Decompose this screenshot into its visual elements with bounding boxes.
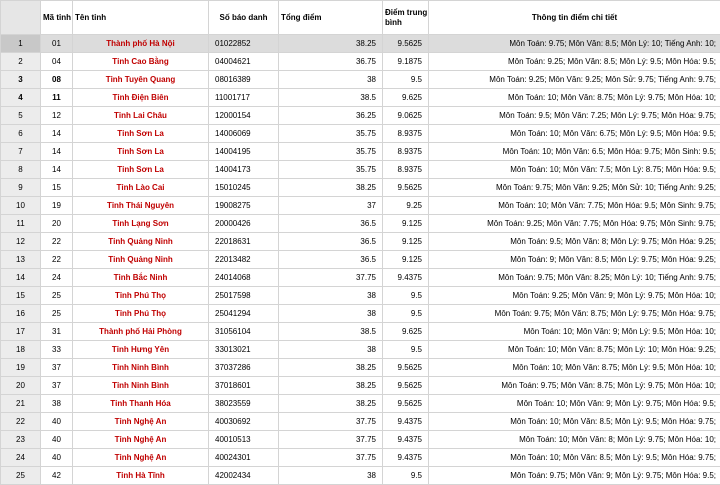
ten-tinh-cell[interactable]: Tỉnh Lào Cai xyxy=(73,179,209,197)
ten-tinh-cell[interactable]: Tỉnh Cao Bằng xyxy=(73,53,209,71)
ten-tinh-cell[interactable]: Tỉnh Phú Thọ xyxy=(73,287,209,305)
chi-tiet-cell[interactable]: Môn Toán: 10; Môn Văn: 6.5; Môn Hóa: 9.75; Môn Sinh: 9.5; xyxy=(429,143,720,161)
ma-tinh-cell[interactable]: 14 xyxy=(41,161,73,179)
ten-tinh-cell[interactable]: Tỉnh Bắc Ninh xyxy=(73,269,209,287)
row-number-cell[interactable]: 9 xyxy=(1,179,41,197)
so-bao-danh-header[interactable]: Số báo danh xyxy=(209,1,279,35)
tong-diem-cell[interactable]: 38 xyxy=(279,467,383,485)
so-bao-danh-cell[interactable]: 15010245 xyxy=(209,179,279,197)
row-number-cell[interactable]: 24 xyxy=(1,449,41,467)
ma-tinh-cell[interactable]: 40 xyxy=(41,449,73,467)
diem-trung-binh-cell[interactable]: 9.0625 xyxy=(383,107,429,125)
diem-trung-binh-cell[interactable]: 9.4375 xyxy=(383,449,429,467)
so-bao-danh-cell[interactable]: 11001717 xyxy=(209,89,279,107)
tong-diem-cell[interactable]: 36.5 xyxy=(279,233,383,251)
row-number-cell[interactable]: 20 xyxy=(1,377,41,395)
ten-tinh-cell[interactable]: Thành phố Hà Nội xyxy=(73,35,209,53)
table-row[interactable] xyxy=(1,359,720,377)
chi-tiet-cell[interactable]: Môn Toán: 9.75; Môn Văn: 9; Môn Lý: 9.75; Môn Hóa: 9.5; xyxy=(429,467,720,485)
ma-tinh-cell[interactable]: 04 xyxy=(41,53,73,71)
diem-trung-binh-cell[interactable]: 9.4375 xyxy=(383,413,429,431)
ma-tinh-cell[interactable]: 14 xyxy=(41,143,73,161)
ma-tinh-header[interactable]: Mã tỉnh xyxy=(41,1,73,35)
ten-tinh-cell[interactable]: Tỉnh Nghệ An xyxy=(73,449,209,467)
chi-tiet-cell[interactable]: Môn Toán: 9.5; Môn Văn: 8; Môn Lý: 9.75; Môn Hóa: 9.25; xyxy=(429,233,720,251)
tong-diem-cell[interactable]: 38 xyxy=(279,287,383,305)
diem-trung-binh-cell[interactable]: 9.5 xyxy=(383,305,429,323)
diem-trung-binh-cell[interactable]: 9.25 xyxy=(383,197,429,215)
table-body xyxy=(1,35,720,485)
tong-diem-cell[interactable]: 38.5 xyxy=(279,89,383,107)
diem-trung-binh-cell[interactable]: 9.125 xyxy=(383,233,429,251)
ma-tinh-cell[interactable]: 25 xyxy=(41,305,73,323)
ten-tinh-cell[interactable]: Tỉnh Nghệ An xyxy=(73,431,209,449)
chi-tiet-cell[interactable]: Môn Toán: 9.75; Môn Văn: 9.25; Môn Sử: 10; Tiếng Anh: 9.25; xyxy=(429,179,720,197)
row-number-cell[interactable]: 11 xyxy=(1,215,41,233)
ma-tinh-cell[interactable]: 12 xyxy=(41,107,73,125)
table-row[interactable] xyxy=(1,395,720,413)
table-row[interactable] xyxy=(1,53,720,71)
chi-tiet-cell[interactable]: Môn Toán: 10; Môn Văn: 8.75; Môn Lý: 9.75; Môn Hóa: 10; xyxy=(429,89,720,107)
table-row[interactable] xyxy=(1,269,720,287)
ten-tinh-cell[interactable]: Tỉnh Quảng Ninh xyxy=(73,233,209,251)
row-number-cell[interactable]: 25 xyxy=(1,467,41,485)
diem-trung-binh-cell[interactable]: 9.625 xyxy=(383,89,429,107)
table-row[interactable] xyxy=(1,287,720,305)
diem-trung-binh-cell[interactable]: 9.4375 xyxy=(383,269,429,287)
row-number-cell[interactable]: 12 xyxy=(1,233,41,251)
tong-diem-cell[interactable]: 38.25 xyxy=(279,35,383,53)
table-row[interactable] xyxy=(1,125,720,143)
so-bao-danh-cell[interactable]: 37037286 xyxy=(209,359,279,377)
ten-tinh-cell[interactable]: Tỉnh Sơn La xyxy=(73,143,209,161)
ma-tinh-cell[interactable]: 25 xyxy=(41,287,73,305)
ten-tinh-cell[interactable]: Tỉnh Thanh Hóa xyxy=(73,395,209,413)
chi-tiet-header[interactable]: Thông tin điểm chi tiết xyxy=(429,1,720,35)
so-bao-danh-cell[interactable]: 40030692 xyxy=(209,413,279,431)
chi-tiet-cell[interactable]: Môn Toán: 9; Môn Văn: 8.5; Môn Lý: 9.75; Môn Hóa: 9.25; xyxy=(429,251,720,269)
diem-trung-binh-cell[interactable]: 8.9375 xyxy=(383,125,429,143)
ma-tinh-cell[interactable]: 42 xyxy=(41,467,73,485)
ma-tinh-cell[interactable]: 38 xyxy=(41,395,73,413)
table-row[interactable] xyxy=(1,449,720,467)
so-bao-danh-cell[interactable]: 37018601 xyxy=(209,377,279,395)
table-row[interactable] xyxy=(1,467,720,485)
tong-diem-cell[interactable]: 37.75 xyxy=(279,413,383,431)
diem-trung-binh-cell[interactable]: 9.5625 xyxy=(383,35,429,53)
row-number-cell[interactable]: 14 xyxy=(1,269,41,287)
tong-diem-cell[interactable]: 36.5 xyxy=(279,215,383,233)
so-bao-danh-cell[interactable]: 42002434 xyxy=(209,467,279,485)
ma-tinh-cell[interactable]: 11 xyxy=(41,89,73,107)
so-bao-danh-cell[interactable]: 08016389 xyxy=(209,71,279,89)
ten-tinh-cell[interactable]: Tỉnh Ninh Bình xyxy=(73,359,209,377)
diem-trung-binh-cell[interactable]: 9.4375 xyxy=(383,431,429,449)
ten-tinh-cell[interactable]: Tỉnh Nghệ An xyxy=(73,413,209,431)
so-bao-danh-cell[interactable]: 38023559 xyxy=(209,395,279,413)
ma-tinh-cell[interactable]: 24 xyxy=(41,269,73,287)
chi-tiet-cell[interactable]: Môn Toán: 9.5; Môn Văn: 7.25; Môn Lý: 9.75; Môn Hóa: 9.75; xyxy=(429,107,720,125)
tong-diem-cell[interactable]: 37.75 xyxy=(279,449,383,467)
chi-tiet-cell[interactable]: Môn Toán: 10; Môn Văn: 9; Môn Lý: 9.5; Môn Hóa: 10; xyxy=(429,323,720,341)
chi-tiet-cell[interactable]: Môn Toán: 9.75; Môn Văn: 8.75; Môn Lý: 9.75; Môn Hóa: 10; xyxy=(429,377,720,395)
row-number-cell[interactable]: 2 xyxy=(1,53,41,71)
ten-tinh-cell[interactable]: Tỉnh Hà Tĩnh xyxy=(73,467,209,485)
chi-tiet-cell[interactable]: Môn Toán: 10; Môn Văn: 8.5; Môn Lý: 9.5; Môn Hóa: 9.75; xyxy=(429,413,720,431)
row-number-cell[interactable]: 21 xyxy=(1,395,41,413)
chi-tiet-cell[interactable]: Môn Toán: 10; Môn Văn: 8; Môn Lý: 9.75; Môn Hóa: 10; xyxy=(429,431,720,449)
row-number-cell[interactable]: 16 xyxy=(1,305,41,323)
tong-diem-cell[interactable]: 36.25 xyxy=(279,107,383,125)
ma-tinh-cell[interactable]: 14 xyxy=(41,125,73,143)
table-row[interactable] xyxy=(1,179,720,197)
ma-tinh-cell[interactable]: 40 xyxy=(41,413,73,431)
ma-tinh-cell[interactable]: 20 xyxy=(41,215,73,233)
so-bao-danh-cell[interactable]: 40010513 xyxy=(209,431,279,449)
chi-tiet-cell[interactable]: Môn Toán: 9.25; Môn Văn: 9.25; Môn Sử: 9.75; Tiếng Anh: 9.75; xyxy=(429,71,720,89)
tong-diem-cell[interactable]: 35.75 xyxy=(279,125,383,143)
ten-tinh-cell[interactable]: Tỉnh Ninh Bình xyxy=(73,377,209,395)
chi-tiet-cell[interactable]: Môn Toán: 9.75; Môn Văn: 8.75; Môn Lý: 9.75; Môn Hóa: 9.75; xyxy=(429,305,720,323)
chi-tiet-cell[interactable]: Môn Toán: 9.25; Môn Văn: 9; Môn Lý: 9.75; Môn Hóa: 10; xyxy=(429,287,720,305)
so-bao-danh-cell[interactable]: 22018631 xyxy=(209,233,279,251)
diem-trung-binh-cell[interactable]: 9.5625 xyxy=(383,179,429,197)
ten-tinh-cell[interactable]: Tỉnh Sơn La xyxy=(73,161,209,179)
diem-trung-binh-cell[interactable]: 9.1875 xyxy=(383,53,429,71)
so-bao-danh-cell[interactable]: 31056104 xyxy=(209,323,279,341)
chi-tiet-cell[interactable]: Môn Toán: 9.75; Môn Văn: 8.25; Môn Lý: 10; Tiếng Anh: 9.75; xyxy=(429,269,720,287)
tong-diem-cell[interactable]: 35.75 xyxy=(279,143,383,161)
so-bao-danh-cell[interactable]: 20000426 xyxy=(209,215,279,233)
tong-diem-cell[interactable]: 37.75 xyxy=(279,431,383,449)
ma-tinh-cell[interactable]: 22 xyxy=(41,251,73,269)
tong-diem-cell[interactable]: 37 xyxy=(279,197,383,215)
so-bao-danh-cell[interactable]: 22013482 xyxy=(209,251,279,269)
ten-tinh-cell[interactable]: Tỉnh Phú Thọ xyxy=(73,305,209,323)
ten-tinh-cell[interactable]: Tỉnh Hưng Yên xyxy=(73,341,209,359)
diem-trung-binh-cell[interactable]: 9.5 xyxy=(383,71,429,89)
table-row[interactable] xyxy=(1,143,720,161)
diem-trung-binh-cell[interactable]: 9.5 xyxy=(383,341,429,359)
table-row[interactable] xyxy=(1,341,720,359)
tong-diem-cell[interactable]: 35.75 xyxy=(279,161,383,179)
table-row[interactable] xyxy=(1,107,720,125)
table-row[interactable] xyxy=(1,89,720,107)
diem-trung-binh-cell[interactable]: 9.5625 xyxy=(383,377,429,395)
diem-trung-binh-cell[interactable]: 8.9375 xyxy=(383,143,429,161)
ten-tinh-cell[interactable]: Tỉnh Thái Nguyên xyxy=(73,197,209,215)
ten-tinh-cell[interactable]: Tỉnh Lai Châu xyxy=(73,107,209,125)
table-row[interactable] xyxy=(1,35,720,53)
row-number-cell[interactable]: 6 xyxy=(1,125,41,143)
diem-trung-binh-header[interactable] xyxy=(383,1,429,35)
table-row[interactable] xyxy=(1,215,720,233)
diem-trung-binh-cell[interactable]: 9.5625 xyxy=(383,395,429,413)
table-row[interactable] xyxy=(1,323,720,341)
so-bao-danh-cell[interactable]: 40024301 xyxy=(209,449,279,467)
ma-tinh-cell[interactable]: 15 xyxy=(41,179,73,197)
so-bao-danh-cell[interactable]: 24014068 xyxy=(209,269,279,287)
ma-tinh-cell[interactable]: 37 xyxy=(41,377,73,395)
table-row[interactable] xyxy=(1,431,720,449)
diem-trung-binh-cell[interactable]: 9.625 xyxy=(383,323,429,341)
table-row[interactable] xyxy=(1,377,720,395)
diem-trung-binh-line1: Điểm trung xyxy=(385,8,427,17)
ma-tinh-cell[interactable]: 22 xyxy=(41,233,73,251)
row-number-cell[interactable]: 3 xyxy=(1,71,41,89)
diem-trung-binh-cell[interactable]: 9.125 xyxy=(383,251,429,269)
chi-tiet-cell[interactable]: Môn Toán: 10; Môn Văn: 8.75; Môn Lý: 10; Môn Hóa: 9.25; xyxy=(429,341,720,359)
row-number-cell[interactable]: 7 xyxy=(1,143,41,161)
diem-trung-binh-cell[interactable]: 9.5625 xyxy=(383,359,429,377)
tong-diem-cell[interactable]: 38.25 xyxy=(279,395,383,413)
ma-tinh-cell[interactable]: 40 xyxy=(41,431,73,449)
chi-tiet-cell[interactable]: Môn Toán: 10; Môn Văn: 9; Môn Lý: 9.75; Môn Hóa: 9.5; xyxy=(429,395,720,413)
so-bao-danh-cell[interactable]: 33013021 xyxy=(209,341,279,359)
ten-tinh-cell[interactable]: Thành phố Hải Phòng xyxy=(73,323,209,341)
ma-tinh-cell[interactable]: 31 xyxy=(41,323,73,341)
so-bao-danh-cell[interactable]: 12000154 xyxy=(209,107,279,125)
table-row[interactable] xyxy=(1,305,720,323)
tong-diem-cell[interactable]: 37.75 xyxy=(279,269,383,287)
tong-diem-cell[interactable]: 38.25 xyxy=(279,179,383,197)
tong-diem-header[interactable]: Tổng điểm xyxy=(279,1,383,35)
ten-tinh-cell[interactable]: Tỉnh Sơn La xyxy=(73,125,209,143)
row-number-cell[interactable]: 1 xyxy=(1,35,41,53)
ma-tinh-cell[interactable]: 19 xyxy=(41,197,73,215)
row-number-cell[interactable]: 22 xyxy=(1,413,41,431)
chi-tiet-cell[interactable]: Môn Toán: 10; Môn Văn: 6.75; Môn Lý: 9.5; Môn Hóa: 9.5; xyxy=(429,125,720,143)
chi-tiet-cell[interactable]: Môn Toán: 10; Môn Văn: 7.5; Môn Lý: 8.75; Môn Hóa: 9.5; xyxy=(429,161,720,179)
tong-diem-cell[interactable]: 38 xyxy=(279,341,383,359)
row-number-cell[interactable]: 15 xyxy=(1,287,41,305)
so-bao-danh-cell[interactable]: 25017598 xyxy=(209,287,279,305)
tong-diem-cell[interactable]: 38 xyxy=(279,305,383,323)
row-number-cell[interactable]: 17 xyxy=(1,323,41,341)
tong-diem-cell[interactable]: 38.25 xyxy=(279,377,383,395)
header-row xyxy=(1,1,720,35)
diem-trung-binh-line2: bình xyxy=(385,18,402,27)
ten-tinh-header[interactable]: Tên tỉnh xyxy=(73,1,209,35)
ma-tinh-cell[interactable]: 01 xyxy=(41,35,73,53)
chi-tiet-cell[interactable]: Môn Toán: 9.25; Môn Văn: 7.75; Môn Hóa: 9.75; Môn Sinh: 9.75; xyxy=(429,215,720,233)
chi-tiet-cell[interactable]: Môn Toán: 10; Môn Văn: 8.5; Môn Lý: 9.5; Môn Hóa: 9.75; xyxy=(429,449,720,467)
ten-tinh-cell[interactable]: Tỉnh Điện Biên xyxy=(73,89,209,107)
chi-tiet-cell[interactable]: Môn Toán: 10; Môn Văn: 7.75; Môn Hóa: 9.5; Môn Sinh: 9.75; xyxy=(429,197,720,215)
row-number-cell[interactable]: 5 xyxy=(1,107,41,125)
ten-tinh-cell[interactable]: Tỉnh Quảng Ninh xyxy=(73,251,209,269)
table-row[interactable] xyxy=(1,161,720,179)
row-number-cell[interactable]: 19 xyxy=(1,359,41,377)
so-bao-danh-cell[interactable]: 19008275 xyxy=(209,197,279,215)
chi-tiet-cell[interactable]: Môn Toán: 10; Môn Văn: 8.75; Môn Lý: 9.5; Môn Hóa: 10; xyxy=(429,359,720,377)
table-row[interactable] xyxy=(1,197,720,215)
tong-diem-cell[interactable]: 38.25 xyxy=(279,359,383,377)
tong-diem-cell[interactable]: 38.5 xyxy=(279,323,383,341)
chi-tiet-cell[interactable]: Môn Toán: 9.75; Môn Văn: 8.5; Môn Lý: 10; Tiếng Anh: 10; xyxy=(429,35,720,53)
so-bao-danh-cell[interactable]: 14004173 xyxy=(209,161,279,179)
so-bao-danh-cell[interactable]: 14004195 xyxy=(209,143,279,161)
tong-diem-cell[interactable]: 38 xyxy=(279,71,383,89)
table-row[interactable] xyxy=(1,413,720,431)
ten-tinh-cell[interactable]: Tỉnh Lạng Sơn xyxy=(73,215,209,233)
row-number-header[interactable] xyxy=(1,1,41,35)
row-number-cell[interactable]: 23 xyxy=(1,431,41,449)
row-number-cell[interactable]: 18 xyxy=(1,341,41,359)
tong-diem-cell[interactable]: 36.5 xyxy=(279,251,383,269)
ma-tinh-cell[interactable]: 33 xyxy=(41,341,73,359)
so-bao-danh-cell[interactable]: 01022852 xyxy=(209,35,279,53)
ma-tinh-cell[interactable]: 37 xyxy=(41,359,73,377)
diem-trung-binh-cell[interactable]: 9.5 xyxy=(383,287,429,305)
so-bao-danh-cell[interactable]: 14006069 xyxy=(209,125,279,143)
table-row[interactable] xyxy=(1,251,720,269)
diem-trung-binh-cell[interactable]: 8.9375 xyxy=(383,161,429,179)
diem-trung-binh-cell[interactable]: 9.5 xyxy=(383,467,429,485)
row-number-cell[interactable]: 10 xyxy=(1,197,41,215)
row-number-cell[interactable]: 13 xyxy=(1,251,41,269)
row-number-cell[interactable]: 8 xyxy=(1,161,41,179)
ma-tinh-cell[interactable]: 08 xyxy=(41,71,73,89)
so-bao-danh-cell[interactable]: 04004621 xyxy=(209,53,279,71)
table-row[interactable] xyxy=(1,71,720,89)
diem-trung-binh-cell[interactable]: 9.125 xyxy=(383,215,429,233)
table-row[interactable] xyxy=(1,233,720,251)
tong-diem-cell[interactable]: 36.75 xyxy=(279,53,383,71)
so-bao-danh-cell[interactable]: 25041294 xyxy=(209,305,279,323)
ten-tinh-cell[interactable]: Tỉnh Tuyên Quang xyxy=(73,71,209,89)
chi-tiet-cell[interactable]: Môn Toán: 9.25; Môn Văn: 8.5; Môn Lý: 9.5; Môn Hóa: 9.5; xyxy=(429,53,720,71)
row-number-cell[interactable]: 4 xyxy=(1,89,41,107)
